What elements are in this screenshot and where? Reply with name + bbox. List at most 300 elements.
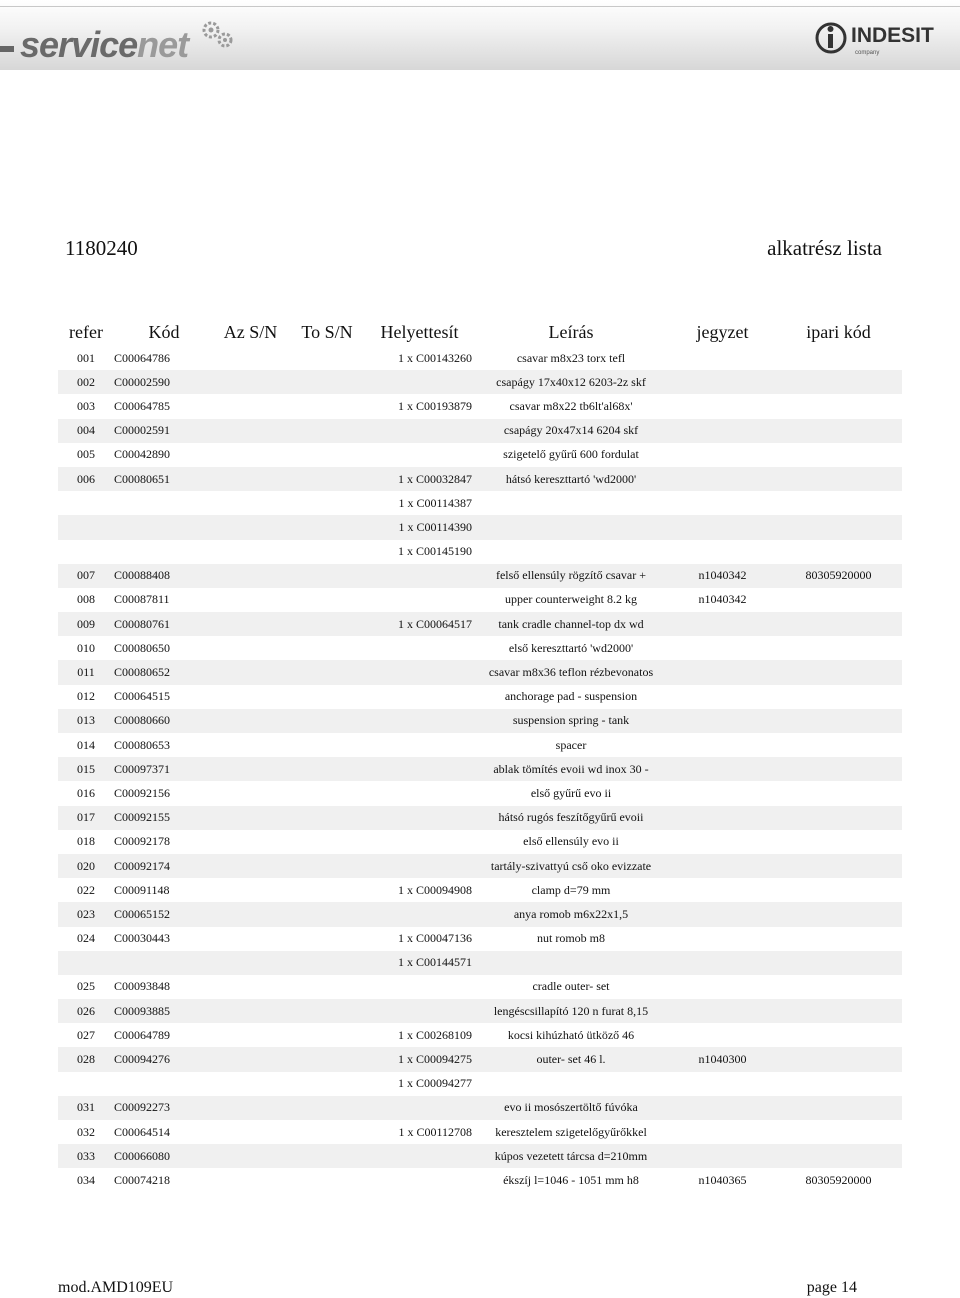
header-rule xyxy=(0,6,960,7)
cell-leiras: tank cradle channel-top dx wd xyxy=(472,612,670,636)
cell-ipari-kod xyxy=(775,781,902,805)
column-header-to-sn: To S/N xyxy=(301,321,353,342)
cell-ipari-kod xyxy=(775,733,902,757)
cell-kod: C00002590 xyxy=(114,370,214,394)
cell-refer: 018 xyxy=(77,834,95,849)
cell-az-sn xyxy=(214,878,287,902)
cell-ipari-kod xyxy=(775,854,902,878)
cell-ipari-kod xyxy=(775,540,902,564)
cell-ipari-kod xyxy=(775,902,902,926)
cell-refer: 026 xyxy=(58,999,114,1023)
table-row xyxy=(58,975,902,999)
cell-jegyzet xyxy=(670,854,775,878)
cell-to-sn xyxy=(287,540,367,564)
table-row xyxy=(58,1072,902,1096)
cell-ipari-kod xyxy=(775,588,902,612)
cell-refer: 024 xyxy=(77,931,95,946)
cell-refer: 011 xyxy=(58,660,114,684)
cell-to-sn xyxy=(287,515,367,539)
cell-to-sn xyxy=(287,1144,367,1168)
cell-az-sn xyxy=(214,1144,287,1168)
cell-ipari-kod xyxy=(775,1023,902,1047)
table-row xyxy=(58,806,902,830)
cell-kod: C00092178 xyxy=(114,834,171,849)
brand-service: service xyxy=(20,24,138,65)
cell-az-sn xyxy=(214,951,287,975)
cell-to-sn xyxy=(287,636,367,660)
cell-helyettesit: 1 x C00094277 xyxy=(397,1076,472,1091)
cell-jegyzet xyxy=(670,878,775,902)
cell-az-sn xyxy=(214,709,287,733)
table-header-row xyxy=(58,318,902,346)
cell-leiras: felső ellensúly rögzítő csavar + xyxy=(472,564,670,588)
cell-helyettesit: 1 x C00114390 xyxy=(367,515,472,539)
cell-az-sn xyxy=(214,999,287,1023)
cell-kod xyxy=(114,491,214,515)
cell-to-sn xyxy=(287,830,367,854)
cell-ipari-kod xyxy=(775,1120,902,1144)
cell-ipari-kod xyxy=(775,419,902,443)
cell-kod: C00064514 xyxy=(114,1124,171,1139)
cell-to-sn xyxy=(287,1023,367,1047)
cell-jegyzet xyxy=(670,419,775,443)
table-row xyxy=(58,733,902,757)
cell-kod: C00064515 xyxy=(114,689,171,704)
cell-helyettesit xyxy=(367,1144,472,1168)
cell-helyettesit xyxy=(367,975,472,999)
cell-helyettesit xyxy=(367,660,472,684)
cell-az-sn xyxy=(214,902,287,926)
cell-az-sn xyxy=(214,1168,287,1192)
column-header-ipari-kod: ipari kód xyxy=(806,321,871,342)
table-row xyxy=(58,1023,902,1047)
cell-kod: C00064785 xyxy=(114,398,171,413)
cell-helyettesit: 1 x C00145190 xyxy=(397,544,472,559)
cell-ipari-kod xyxy=(775,1144,902,1168)
cell-az-sn xyxy=(214,612,287,636)
cell-to-sn xyxy=(287,588,367,612)
cell-kod: C00092174 xyxy=(114,854,214,878)
cell-ipari-kod xyxy=(775,515,902,539)
cell-leiras: evo ii mosószertöltő fúvóka xyxy=(472,1096,670,1120)
cell-leiras: upper counterweight 8.2 kg xyxy=(505,592,637,607)
cell-refer: 020 xyxy=(58,854,114,878)
cell-leiras xyxy=(472,1072,670,1096)
cell-jegyzet xyxy=(670,757,775,781)
cell-jegyzet xyxy=(670,467,775,491)
cell-kod: C00080650 xyxy=(114,640,171,655)
cell-refer: 008 xyxy=(77,592,95,607)
cell-refer xyxy=(58,540,114,564)
cell-to-sn xyxy=(287,467,367,491)
cell-az-sn xyxy=(214,733,287,757)
cell-leiras: clamp d=79 mm xyxy=(531,882,611,897)
cell-jegyzet xyxy=(670,443,775,467)
cell-leiras: első kereszttartó 'wd2000' xyxy=(508,640,634,655)
gears-icon xyxy=(200,18,236,54)
cell-to-sn xyxy=(287,443,367,467)
cell-az-sn xyxy=(214,515,287,539)
cell-ipari-kod xyxy=(775,612,902,636)
cell-az-sn xyxy=(214,443,287,467)
cell-refer: 003 xyxy=(77,398,95,413)
cell-kod: C00087811 xyxy=(114,592,170,607)
cell-to-sn xyxy=(287,564,367,588)
cell-leiras: nut romob m8 xyxy=(537,931,605,946)
cell-az-sn xyxy=(214,588,287,612)
cell-leiras: ablak tömítés evoii wd inox 30 - xyxy=(472,757,670,781)
cell-refer: 009 xyxy=(58,612,114,636)
cell-kod: C00066080 xyxy=(114,1144,214,1168)
cell-jegyzet xyxy=(670,951,775,975)
cell-az-sn xyxy=(214,1120,287,1144)
column-header-jegyzet: jegyzet xyxy=(696,321,749,342)
cell-ipari-kod xyxy=(775,685,902,709)
cell-ipari-kod xyxy=(775,951,902,975)
cell-kod: C00080761 xyxy=(114,612,214,636)
cell-to-sn xyxy=(287,927,367,951)
cell-helyettesit: 1 x C00143260 xyxy=(397,350,472,365)
cell-kod: C00002591 xyxy=(114,419,214,443)
cell-helyettesit: 1 x C00112708 xyxy=(398,1124,472,1139)
servicenet-logo xyxy=(0,18,250,65)
cell-leiras: csapágy 17x40x12 6203-2z skf xyxy=(472,370,670,394)
cell-helyettesit xyxy=(367,636,472,660)
cell-kod: C00080653 xyxy=(114,737,171,752)
cell-helyettesit xyxy=(367,781,472,805)
cell-refer: 032 xyxy=(77,1124,95,1139)
table-row xyxy=(58,612,902,636)
table-row xyxy=(58,685,902,709)
cell-refer xyxy=(58,491,114,515)
cell-jegyzet xyxy=(670,1120,775,1144)
column-header-kod: Kód xyxy=(148,321,180,342)
cell-leiras: cradle outer- set xyxy=(532,979,610,994)
cell-jegyzet: n1040365 xyxy=(698,1172,747,1187)
cell-az-sn xyxy=(214,636,287,660)
cell-ipari-kod xyxy=(775,636,902,660)
cell-az-sn xyxy=(214,1023,287,1047)
cell-leiras: csavar m8x22 tb6lt'al68x' xyxy=(509,398,633,413)
cell-az-sn xyxy=(214,370,287,394)
table-row xyxy=(58,951,902,975)
cell-az-sn xyxy=(214,394,287,418)
cell-to-sn xyxy=(287,951,367,975)
indesit-logo xyxy=(815,18,945,60)
cell-leiras: lengéscsillapító 120 n furat 8,15 xyxy=(472,999,670,1023)
cell-leiras: outer- set 46 l. xyxy=(472,1047,670,1071)
cell-ipari-kod xyxy=(775,975,902,999)
cell-az-sn xyxy=(214,467,287,491)
cell-refer: 007 xyxy=(58,564,114,588)
cell-refer: 004 xyxy=(58,419,114,443)
indesit-sub: company xyxy=(855,50,880,56)
column-header-leiras: Leírás xyxy=(548,321,594,342)
cell-kod: C00092273 xyxy=(114,1096,214,1120)
cell-az-sn xyxy=(214,564,287,588)
cell-ipari-kod xyxy=(775,660,902,684)
cell-kod xyxy=(114,951,214,975)
indesit-wordmark: INDESIT xyxy=(851,24,934,47)
cell-refer: 012 xyxy=(77,689,95,704)
cell-to-sn xyxy=(287,419,367,443)
cell-az-sn xyxy=(214,975,287,999)
cell-to-sn xyxy=(287,491,367,515)
cell-helyettesit xyxy=(367,443,472,467)
cell-to-sn xyxy=(287,370,367,394)
cell-helyettesit: 1 x C00114387 xyxy=(398,495,472,510)
footer-model: mod.AMD109EU xyxy=(58,1279,174,1296)
cell-refer: 014 xyxy=(77,737,95,752)
cell-az-sn xyxy=(214,1072,287,1096)
cell-kod: C00080652 xyxy=(114,660,214,684)
cell-leiras xyxy=(472,491,670,515)
table-row xyxy=(58,781,902,805)
cell-leiras: hátsó rugós feszítőgyűrű evoii xyxy=(472,806,670,830)
cell-helyettesit: 1 x C00268109 xyxy=(397,1027,472,1042)
cell-ipari-kod xyxy=(775,1096,902,1120)
footer-page: page 14 xyxy=(806,1279,857,1296)
cell-leiras: spacer xyxy=(555,737,587,752)
table-row xyxy=(58,1096,902,1120)
cell-helyettesit xyxy=(367,419,472,443)
table-row xyxy=(58,370,902,394)
table-row xyxy=(58,1144,902,1168)
cell-helyettesit xyxy=(367,733,472,757)
cell-to-sn xyxy=(287,394,367,418)
cell-leiras xyxy=(472,951,670,975)
cell-az-sn xyxy=(214,1047,287,1071)
cell-kod: C00030443 xyxy=(114,931,171,946)
table-row xyxy=(58,660,902,684)
cell-leiras: hátsó kereszttartó 'wd2000' xyxy=(472,467,670,491)
cell-jegyzet xyxy=(670,370,775,394)
cell-az-sn xyxy=(214,927,287,951)
cell-ipari-kod xyxy=(775,370,902,394)
cell-az-sn xyxy=(214,806,287,830)
cell-leiras: szigetelő gyűrű 600 fordulat xyxy=(503,447,639,462)
cell-leiras: keresztelem szigetelőgyűrőkkel xyxy=(495,1124,647,1139)
cell-to-sn xyxy=(287,346,367,370)
cell-helyettesit: 1 x C00193879 xyxy=(397,398,472,413)
table-row xyxy=(58,588,902,612)
cell-helyettesit: 1 x C00094275 xyxy=(367,1047,472,1071)
cell-az-sn xyxy=(214,540,287,564)
cell-ipari-kod xyxy=(775,1072,902,1096)
cell-leiras: anchorage pad - suspension xyxy=(504,689,638,704)
cell-refer: 002 xyxy=(58,370,114,394)
cell-kod: C00093885 xyxy=(114,999,214,1023)
cell-helyettesit: 1 x C00047136 xyxy=(397,931,472,946)
cell-ipari-kod: 80305920000 xyxy=(775,564,902,588)
cell-az-sn xyxy=(214,781,287,805)
table-row xyxy=(58,515,902,539)
cell-kod: C00088408 xyxy=(114,564,214,588)
cell-leiras: tartály-szivattyú cső oko evizzate xyxy=(472,854,670,878)
cell-az-sn xyxy=(214,830,287,854)
table-row xyxy=(58,394,902,418)
cell-az-sn xyxy=(214,660,287,684)
cell-refer: 001 xyxy=(77,350,95,365)
cell-jegyzet xyxy=(670,685,775,709)
cell-refer: 022 xyxy=(77,882,95,897)
cell-ipari-kod xyxy=(775,443,902,467)
cell-helyettesit xyxy=(367,1168,472,1192)
cell-kod xyxy=(114,1072,214,1096)
cell-jegyzet xyxy=(670,830,775,854)
cell-jegyzet xyxy=(670,612,775,636)
table-row xyxy=(58,419,902,443)
cell-ipari-kod xyxy=(775,806,902,830)
document-title: alkatrész lista xyxy=(767,236,882,260)
document-code: 1180240 xyxy=(65,236,138,260)
cell-jegyzet xyxy=(670,1096,775,1120)
cell-kod: C00092155 xyxy=(114,806,214,830)
cell-to-sn xyxy=(287,1047,367,1071)
cell-jegyzet xyxy=(670,1072,775,1096)
table-row xyxy=(58,636,902,660)
cell-ipari-kod xyxy=(775,1047,902,1071)
cell-to-sn xyxy=(287,806,367,830)
cell-leiras: csavar m8x23 torx tefl xyxy=(516,350,626,365)
cell-helyettesit xyxy=(367,564,472,588)
cell-to-sn xyxy=(287,757,367,781)
cell-az-sn xyxy=(214,1096,287,1120)
cell-jegyzet xyxy=(670,491,775,515)
table-row xyxy=(58,830,902,854)
cell-jegyzet xyxy=(670,781,775,805)
cell-helyettesit: 1 x C00094908 xyxy=(397,882,472,897)
logo-dash xyxy=(0,46,14,52)
cell-helyettesit: 1 x C00144571 xyxy=(367,951,472,975)
cell-refer: 016 xyxy=(77,785,95,800)
cell-to-sn xyxy=(287,1096,367,1120)
cell-helyettesit: 1 x C00032847 xyxy=(367,467,472,491)
cell-leiras: suspension spring - tank xyxy=(472,709,670,733)
cell-to-sn xyxy=(287,660,367,684)
cell-helyettesit xyxy=(367,685,472,709)
cell-refer: 033 xyxy=(58,1144,114,1168)
cell-leiras: csavar m8x36 teflon rézbevonatos xyxy=(472,660,670,684)
cell-jegyzet: n1040342 xyxy=(698,592,747,607)
cell-jegyzet xyxy=(670,999,775,1023)
cell-kod xyxy=(114,540,214,564)
cell-kod: C00092156 xyxy=(114,785,171,800)
column-header-helyettesit: Helyettesít xyxy=(380,321,459,342)
cell-helyettesit xyxy=(367,999,472,1023)
cell-to-sn xyxy=(287,685,367,709)
cell-kod: C00093848 xyxy=(114,979,171,994)
cell-leiras: kocsi kihúzható ütköző 46 xyxy=(507,1027,635,1042)
cell-ipari-kod xyxy=(775,878,902,902)
cell-refer: 013 xyxy=(58,709,114,733)
cell-leiras xyxy=(472,540,670,564)
cell-to-sn xyxy=(287,999,367,1023)
cell-ipari-kod xyxy=(775,467,902,491)
table-row xyxy=(58,1047,902,1071)
cell-jegyzet xyxy=(670,806,775,830)
cell-helyettesit: 1 x C00064517 xyxy=(367,612,472,636)
cell-jegyzet xyxy=(670,709,775,733)
cell-az-sn xyxy=(214,346,287,370)
cell-leiras: kúpos vezetett tárcsa d=210mm xyxy=(472,1144,670,1168)
cell-refer: 023 xyxy=(58,902,114,926)
brand-net: net xyxy=(137,24,189,65)
cell-jegyzet xyxy=(670,1144,775,1168)
cell-to-sn xyxy=(287,878,367,902)
cell-kod: C00080651 xyxy=(114,467,214,491)
cell-refer: 028 xyxy=(58,1047,114,1071)
table-row xyxy=(58,927,902,951)
cell-ipari-kod xyxy=(775,346,902,370)
cell-helyettesit xyxy=(367,757,472,781)
column-header-az-sn: Az S/N xyxy=(223,321,278,342)
cell-ipari-kod xyxy=(775,394,902,418)
cell-kod: C00064789 xyxy=(114,1027,171,1042)
cell-jegyzet: n1040300 xyxy=(670,1047,775,1071)
cell-jegyzet xyxy=(670,927,775,951)
table-row xyxy=(58,757,902,781)
parts-table xyxy=(58,318,902,1193)
cell-refer: 034 xyxy=(77,1172,95,1187)
cell-refer: 005 xyxy=(77,447,95,462)
cell-kod xyxy=(114,515,214,539)
cell-jegyzet xyxy=(670,346,775,370)
cell-to-sn xyxy=(287,781,367,805)
cell-refer: 031 xyxy=(58,1096,114,1120)
cell-to-sn xyxy=(287,733,367,757)
table-row xyxy=(58,1168,902,1192)
cell-jegyzet xyxy=(670,515,775,539)
cell-leiras: első ellensúly evo ii xyxy=(523,834,619,849)
cell-jegyzet xyxy=(670,636,775,660)
cell-helyettesit xyxy=(367,806,472,830)
cell-ipari-kod xyxy=(775,709,902,733)
cell-to-sn xyxy=(287,975,367,999)
cell-helyettesit xyxy=(367,902,472,926)
cell-to-sn xyxy=(287,902,367,926)
servicenet-wordmark xyxy=(20,24,188,66)
cell-refer: 010 xyxy=(77,640,95,655)
cell-leiras xyxy=(472,515,670,539)
cell-az-sn xyxy=(214,757,287,781)
column-header-refer: refer xyxy=(69,321,103,342)
cell-jegyzet xyxy=(670,975,775,999)
cell-leiras: első gyűrű evo ii xyxy=(530,785,612,800)
table-row xyxy=(58,854,902,878)
cell-jegyzet: n1040342 xyxy=(670,564,775,588)
cell-kod: C00074218 xyxy=(114,1172,171,1187)
cell-to-sn xyxy=(287,1072,367,1096)
cell-leiras: csapágy 20x47x14 6204 skf xyxy=(472,419,670,443)
table-row xyxy=(58,467,902,491)
indesit-mark-icon xyxy=(815,20,849,56)
table-row xyxy=(58,346,902,370)
cell-refer: 015 xyxy=(58,757,114,781)
cell-kod: C00080660 xyxy=(114,709,214,733)
cell-kod: C00042890 xyxy=(114,447,171,462)
cell-az-sn xyxy=(214,854,287,878)
cell-helyettesit xyxy=(367,854,472,878)
cell-helyettesit xyxy=(367,1096,472,1120)
cell-kod: C00097371 xyxy=(114,757,214,781)
cell-ipari-kod xyxy=(775,757,902,781)
cell-jegyzet xyxy=(670,540,775,564)
table-row xyxy=(58,902,902,926)
table-row xyxy=(58,443,902,467)
cell-helyettesit xyxy=(367,588,472,612)
cell-az-sn xyxy=(214,491,287,515)
